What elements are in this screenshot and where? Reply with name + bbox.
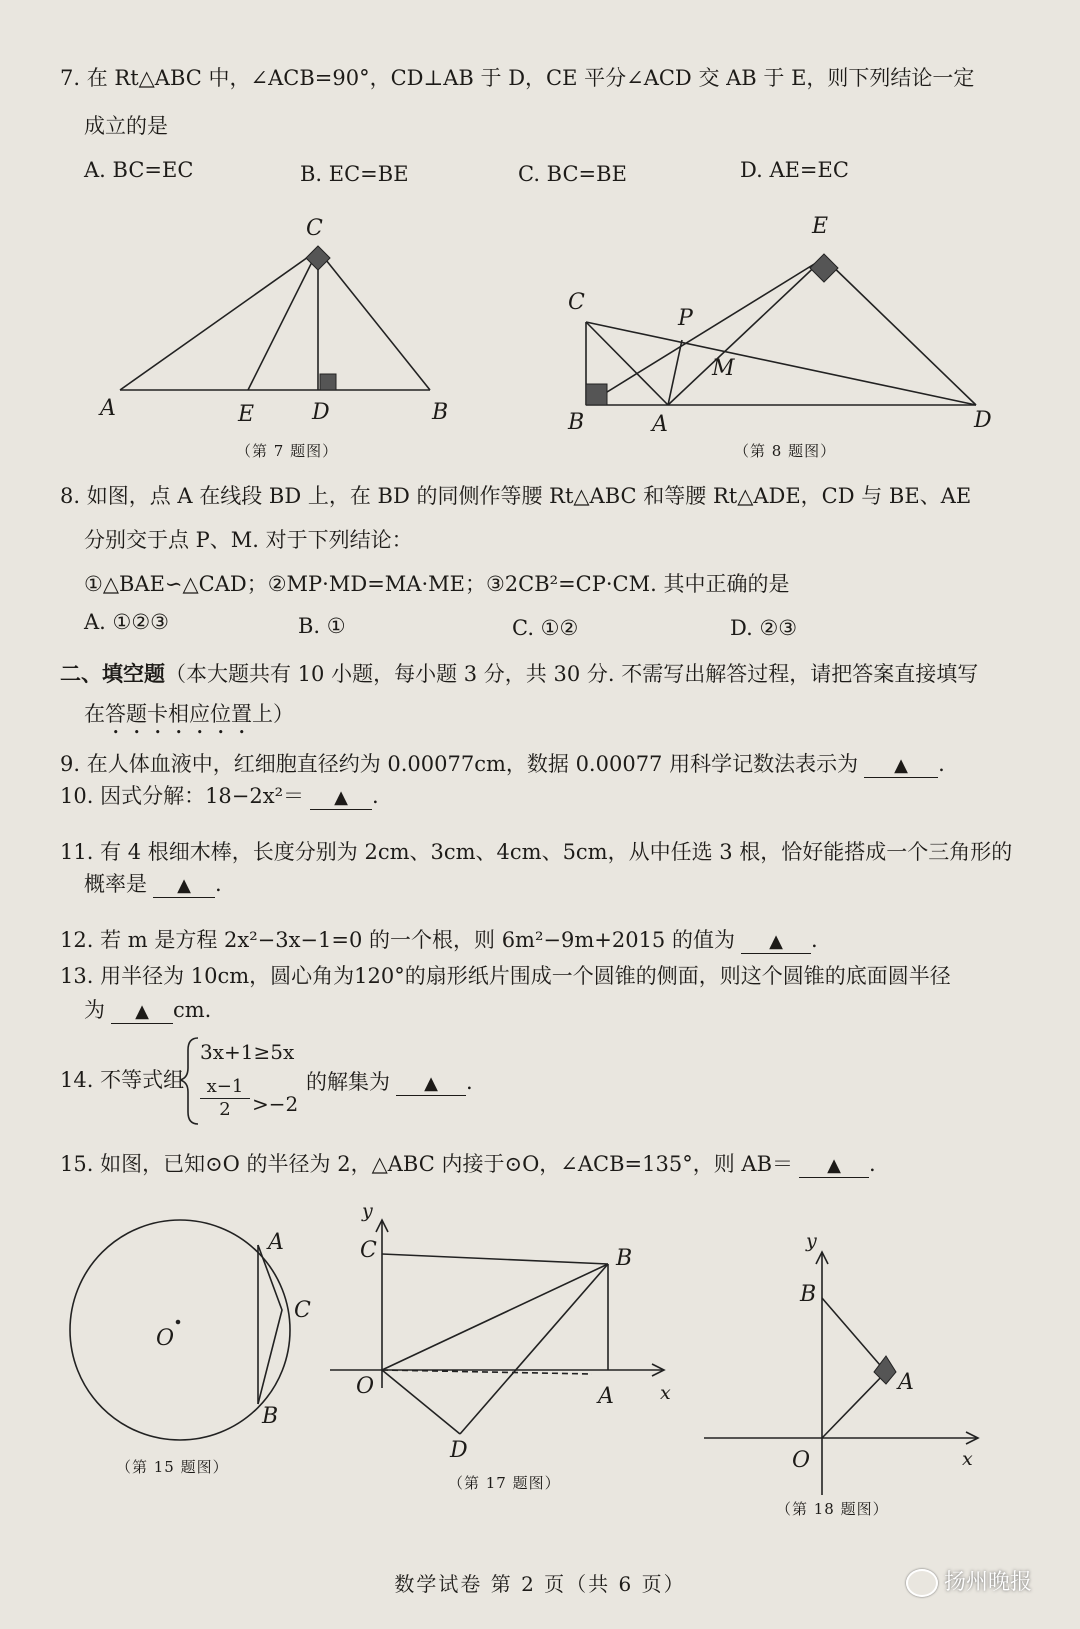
answer-mark-icon: ▲ xyxy=(177,875,191,896)
q13-end: cm. xyxy=(173,998,212,1022)
q14-suffix: 的解集为 xyxy=(306,1070,390,1094)
fig17-segment-db xyxy=(460,1264,608,1434)
q7-stem-line1: 7. 在 Rt△ABC 中，∠ACB=90°，CD⊥AB 于 D，CE 平分∠ACD 交 AB 于 E，则下列结论一定 xyxy=(60,66,975,90)
q8-option-d: D. ②③ xyxy=(730,616,798,640)
section2-desc2-emphasis: 答题卡相应位置 xyxy=(105,702,252,726)
q14-end: . xyxy=(466,1070,473,1094)
fig17-label-o: O xyxy=(356,1374,375,1399)
q10-end: . xyxy=(372,784,379,808)
fig7-label-d: D xyxy=(312,400,330,425)
watermark xyxy=(906,1565,1032,1597)
wechat-icon xyxy=(906,1569,938,1597)
q12-end: . xyxy=(810,928,818,952)
fig7-label-e: E xyxy=(238,402,255,427)
fig15-label-b: B xyxy=(262,1404,279,1429)
fig17-label-x: x xyxy=(660,1382,671,1404)
q14-fraction-numerator: x−1 xyxy=(200,1076,250,1099)
fig17-label-a: A xyxy=(598,1384,614,1409)
fig15-circle xyxy=(70,1220,290,1440)
fig7-label-c: C xyxy=(306,216,323,241)
fig8-label-c: C xyxy=(568,290,585,315)
fig18-segment-ba xyxy=(822,1298,886,1372)
fig18-label-x: x xyxy=(962,1448,973,1470)
answer-mark-icon: ▲ xyxy=(135,1001,149,1022)
fig18-label-b: B xyxy=(800,1282,817,1307)
answer-mark-icon: ▲ xyxy=(827,1155,841,1176)
fig8-caption: （第 8 题图） xyxy=(734,442,837,460)
q7-option-c: C. BC=BE xyxy=(518,162,627,186)
q8-stem-line2: 分别交于点 P、M. 对于下列结论： xyxy=(84,528,413,552)
section2-description: （本大题共有 10 小题，每小题 3 分，共 30 分. 不需写出解答过程，请把答案直接填写 xyxy=(165,662,979,686)
q9-end: . xyxy=(938,752,945,776)
q14-prefix: 14. 不等式组 xyxy=(60,1068,185,1092)
fig8-label-e: E xyxy=(812,214,829,239)
fig15-label-a: A xyxy=(268,1230,284,1255)
q8-option-c: C. ①② xyxy=(512,616,579,640)
fig18-caption: （第 18 题图） xyxy=(776,1500,889,1518)
q10-text: 10. 因式分解：18−2x²＝ xyxy=(60,784,305,808)
q8-stem-line3: ①△BAE∽△CAD；②MP·MD=MA·ME；③2CB²=CP·CM. 其中正确的是 xyxy=(84,572,790,596)
q13-text2: 为 xyxy=(84,998,105,1022)
q7-option-d: D. AE=EC xyxy=(740,158,849,182)
q11-text2: 概率是 xyxy=(84,872,147,896)
fig7-label-a: A xyxy=(100,396,116,421)
q14-fraction-denominator: 2 xyxy=(219,1099,231,1120)
fig7-label-b: B xyxy=(432,400,449,425)
page-footer: 数学试卷 第 2 页（共 6 页） xyxy=(394,1572,686,1596)
q11-line1: 11. 有 4 根细木棒，长度分别为 2cm、3cm、4cm、5cm，从中任选 3 根，恰好能搭成一个三角形的 xyxy=(60,840,1013,864)
fig17-label-d: D xyxy=(450,1438,468,1463)
fig15-label-c: C xyxy=(294,1298,311,1323)
fig17-segment-ob xyxy=(382,1264,608,1370)
fig17-label-y: y xyxy=(362,1200,373,1222)
fig8-label-a: A xyxy=(652,412,668,437)
fig7-caption: （第 7 题图） xyxy=(236,442,339,460)
q11-end: . xyxy=(215,872,222,896)
answer-mark-icon: ▲ xyxy=(334,787,348,808)
fig17-segment-od xyxy=(382,1370,460,1434)
fig17-caption: （第 17 题图） xyxy=(448,1474,561,1492)
fig8-label-b: B xyxy=(568,410,585,435)
fig15-label-o: O xyxy=(156,1326,175,1351)
fig18-label-a: A xyxy=(898,1370,914,1395)
section2-heading: 二、填空题 xyxy=(60,661,165,686)
q13-line1: 13. 用半径为 10cm，圆心角为120°的扇形纸片围成一个圆锥的侧面，则这个圆锥的底面圆半径 xyxy=(60,964,951,988)
q7-stem-line2: 成立的是 xyxy=(84,114,168,138)
section2-desc2-post: 上） xyxy=(252,702,294,726)
watermark-text: 扬州晚报 xyxy=(943,1570,1032,1595)
fig17-segment-cb xyxy=(382,1254,608,1264)
section2-desc2-pre: 在 xyxy=(84,702,105,726)
fig8-label-d: D xyxy=(974,408,992,433)
answer-mark-icon: ▲ xyxy=(894,755,909,776)
q7-option-a: A. BC=EC xyxy=(84,158,194,182)
fig17-label-b: B xyxy=(616,1246,633,1271)
q15-end: . xyxy=(869,1152,876,1176)
fig18-right-angle-a xyxy=(874,1356,896,1384)
q14-inequality-1: 3x+1≥5x xyxy=(200,1040,295,1064)
fig18-label-y: y xyxy=(806,1230,817,1252)
q8-option-b: B. ① xyxy=(298,614,346,638)
fig8-label-p: P xyxy=(678,306,693,331)
q12-text: 12. 若 m 是方程 2x²−3x−1=0 的一个根，则 6m²−9m+2015 的值为 xyxy=(60,928,735,952)
q8-stem-line1: 8. 如图，点 A 在线段 BD 上，在 BD 的同侧作等腰 Rt△ABC 和等腰 Rt△ADE，CD 与 BE、AE xyxy=(60,484,972,508)
fig15-center-point xyxy=(177,1321,180,1324)
fig8-label-m: M xyxy=(712,356,735,381)
answer-mark-icon: ▲ xyxy=(769,931,783,952)
fig18-segment-ao xyxy=(822,1372,886,1438)
fig18-label-o: O xyxy=(792,1448,811,1473)
q8-option-a: A. ①②③ xyxy=(84,610,169,634)
answer-mark-icon: ▲ xyxy=(424,1073,438,1094)
fig17-label-c: C xyxy=(360,1238,377,1263)
q14-inequality-2-rest: >−2 xyxy=(252,1092,299,1116)
q7-option-b: B. EC=BE xyxy=(300,162,409,186)
fig15-caption: （第 15 题图） xyxy=(116,1458,229,1476)
q9-text: 9. 在人体血液中，红细胞直径约为 0.00077cm，数据 0.00077 用科学记数法表示为 xyxy=(60,752,859,776)
q15-text: 15. 如图，已知⊙O 的半径为 2，△ABC 内接于⊙O，∠ACB=135°，则 AB＝ xyxy=(60,1152,793,1176)
